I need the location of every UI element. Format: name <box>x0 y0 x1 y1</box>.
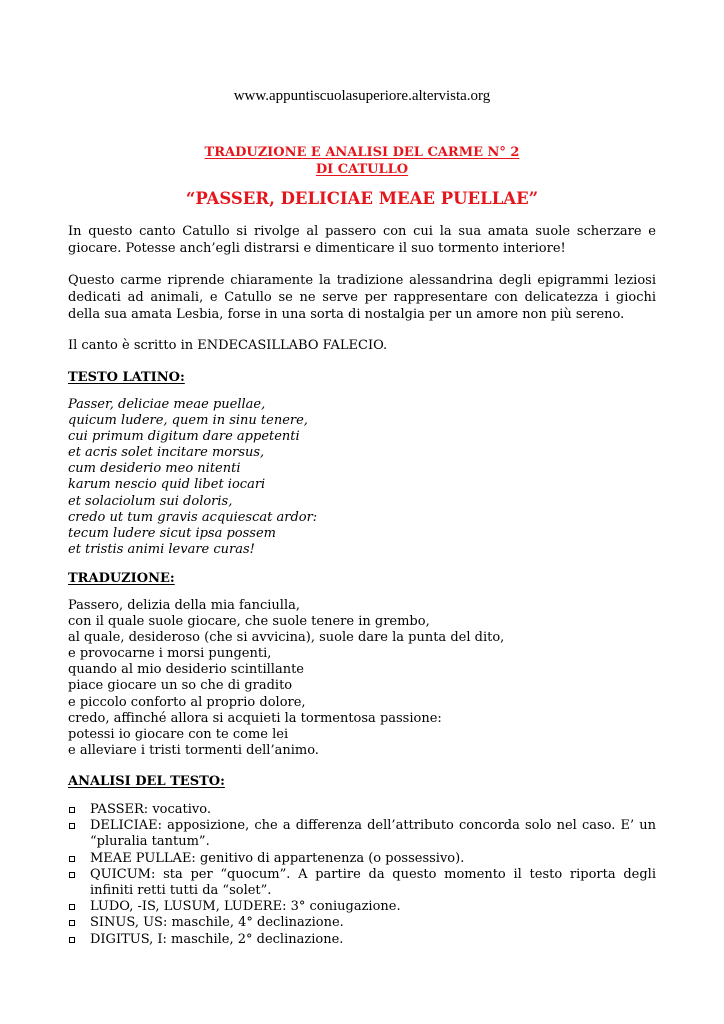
translation-line: potessi io giocare con te come lei <box>68 726 289 742</box>
translation-line: credo, affinché allora si acquieti la tormentosa passione: <box>68 710 442 726</box>
checkbox-bullet-icon <box>69 937 75 943</box>
checkbox-bullet-icon <box>69 856 75 862</box>
latin-verse-line: cui primum digitum dare appetenti <box>68 429 300 445</box>
checkbox-bullet-icon <box>69 920 75 926</box>
list-item: DELICIAE: apposizione, che a differenza dell’attributo concorda solo nel caso. E’ un “pluralia tantum”. <box>68 818 656 850</box>
latin-verse-line: et tristis animi levare curas! <box>68 541 255 557</box>
translation-verse-block <box>68 598 656 759</box>
translation-line: e alleviare i tristi tormenti dell’animo. <box>68 742 319 758</box>
list-item: QUICUM: sta per “quocum”. A partire da questo momento il testo riporta degli infiniti retti tutti da “solet”. <box>68 867 656 899</box>
translation-line: Passero, delizia della mia fanciulla, <box>68 598 301 613</box>
list-item: SINUS, US: maschile, 4° declinazione. <box>68 915 656 931</box>
latin-verse-line: et solaciolum sui doloris, <box>68 493 233 509</box>
poem-title: “PASSER, DELICIAE MEAE PUELLAE” <box>185 189 539 208</box>
intro-paragraph-3: Il canto è scritto in ENDECASILLABO FALECIO. <box>68 338 388 353</box>
latin-verse-block <box>68 397 656 558</box>
translation-line: al quale, desideroso (che si avvicina), suole dare la punta del dito, <box>68 630 505 646</box>
translation-line: quando al mio desiderio scintillante <box>68 662 304 678</box>
list-item: MEAE PULLAE: genitivo di appartenenza (o possessivo). <box>68 851 656 867</box>
title-line-1: TRADUZIONE E ANALISI DEL CARME N° 2 <box>204 145 520 160</box>
list-item: PASSER: vocativo. <box>68 802 656 818</box>
analysis-list <box>68 802 656 948</box>
analysis-heading: ANALISI DEL TESTO: <box>68 774 225 789</box>
website-header: www.appuntiscuolasuperiore.altervista.org <box>233 88 491 104</box>
latin-verse-line: karum nescio quid libet iocari <box>68 477 266 493</box>
latin-verse-line: quicum ludere, quem in sinu tenere, <box>68 413 308 429</box>
translation-line: e piccolo conforto al proprio dolore, <box>68 694 306 710</box>
checkbox-bullet-icon <box>69 872 75 878</box>
list-item: DIGITUS, I: maschile, 2° declinazione. <box>68 932 656 948</box>
latin-verse-line: credo ut tum gravis acquiescat ardor: <box>68 509 318 525</box>
translation-line: e provocarne i morsi pungenti, <box>68 646 272 662</box>
list-item: LUDO, -IS, LUSUM, LUDERE: 3° coniugazione. <box>68 899 656 915</box>
intro-paragraph-2: Questo carme riprende chiaramente la tradizione alessandrina degli epigrammi leziosi dedicati ad animali, e Catullo se ne serve per rappresentare con delicatezza i giochi della sua amata Lesbia, forse in una sorta di nostalgia per un amore non più sereno. <box>68 273 656 322</box>
latin-text-heading: TESTO LATINO: <box>68 370 185 385</box>
latin-verse-line: cum desiderio meo nitenti <box>68 461 241 477</box>
document-title-block <box>68 144 656 178</box>
checkbox-bullet-icon <box>69 904 75 910</box>
intro-paragraph-1: In questo canto Catullo si rivolge al passero con cui la sua amata suole scherzare e giocare. Potesse anch’egli distrarsi e dimenticare il suo tormento interiore! <box>68 224 656 256</box>
latin-verse-line: et acris solet incitare morsus, <box>68 445 265 461</box>
latin-verse-line: tecum ludere sicut ipsa possem <box>68 525 276 541</box>
checkbox-bullet-icon <box>69 807 75 813</box>
checkbox-bullet-icon <box>69 823 75 829</box>
latin-verse-line: Passer, deliciae meae puellae, <box>68 397 266 412</box>
translation-line: piace giocare un so che di gradito <box>68 678 293 694</box>
translation-line: con il quale suole giocare, che suole tenere in grembo, <box>68 614 430 630</box>
title-line-2: DI CATULLO <box>315 162 409 177</box>
translation-heading: TRADUZIONE: <box>68 571 175 586</box>
